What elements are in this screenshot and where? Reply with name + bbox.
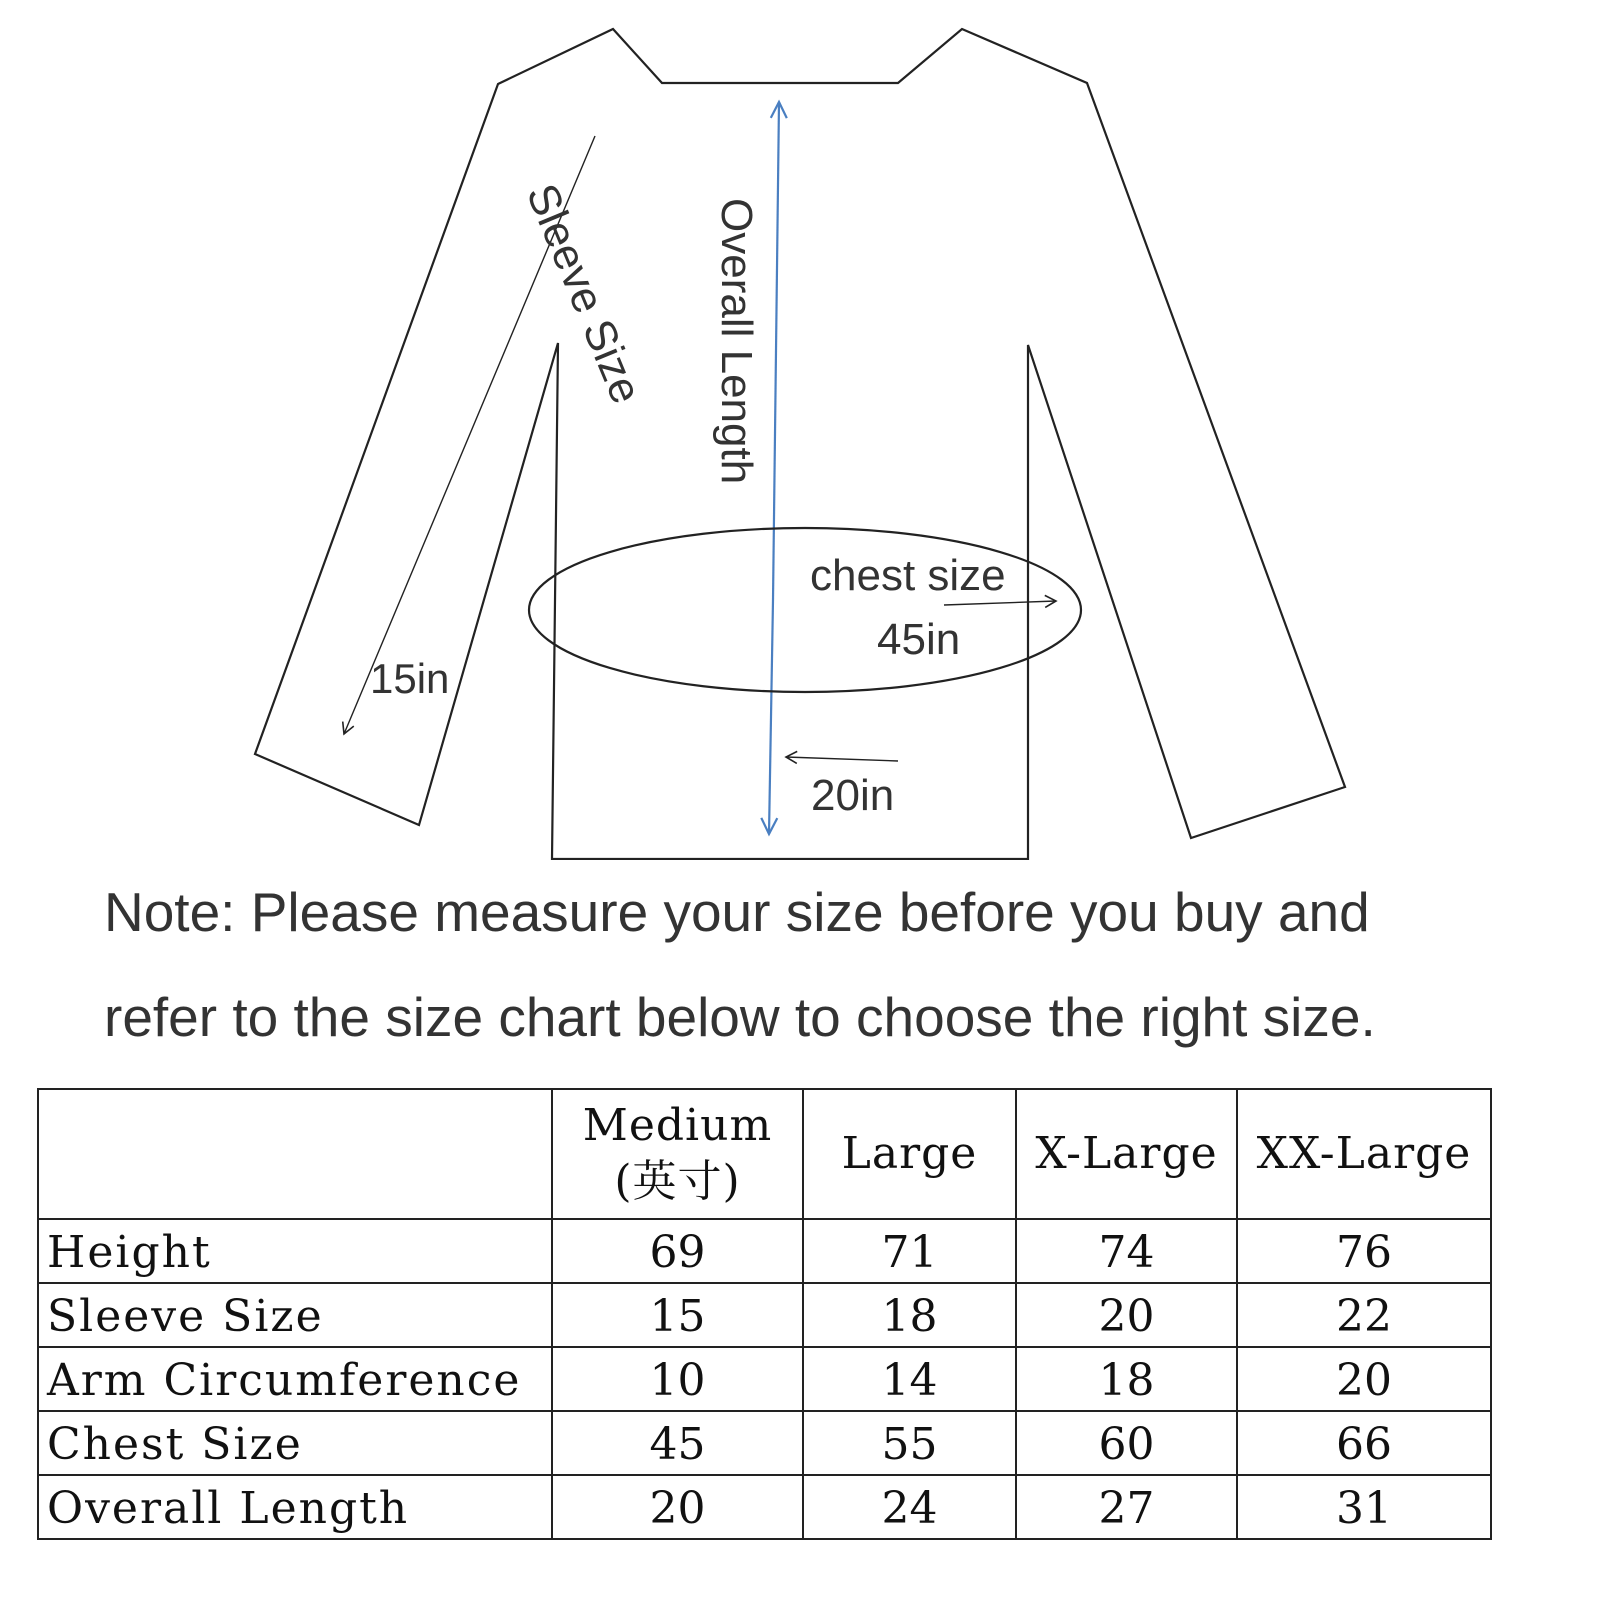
table-cell: 76 [1237,1219,1491,1283]
header-sub-medium: (英寸) [614,1156,741,1207]
table-cell: 15 [552,1283,803,1347]
jacket-outline [255,29,1345,859]
table-cell: 18 [803,1283,1016,1347]
table-cell: 71 [803,1219,1016,1283]
chest-size-arrow [944,601,1056,605]
table-cell: 14 [803,1347,1016,1411]
row-label-chest-size: Chest Size [38,1411,552,1475]
length-value-arrow [786,757,898,761]
table-row [38,1475,1491,1539]
sleeve-size-label: Sleeve Size [516,177,651,411]
table-cell: 20 [1016,1283,1237,1347]
header-cell-xx-large [1237,1089,1491,1219]
note-line-2: refer to the size chart below to choose the right size. [104,986,1376,1048]
chest-size-label: chest size [810,551,1006,600]
header-label-large: Large [841,1128,978,1179]
row-label-height: Height [38,1219,552,1283]
header-label-medium: Medium [582,1100,773,1151]
table-row [38,1347,1491,1411]
table-cell: 69 [552,1219,803,1283]
row-label-arm-circumference: Arm Circumference [38,1347,552,1411]
header-label-x-large: X-Large [1035,1128,1218,1179]
table-header-row [38,1089,1491,1219]
table-cell: 20 [552,1475,803,1539]
table-cell: 45 [552,1411,803,1475]
overall-length-arrow-up [773,102,779,600]
table-cell: 66 [1237,1411,1491,1475]
table-row [38,1283,1491,1347]
table-cell: 60 [1016,1411,1237,1475]
header-label-xx-large: XX-Large [1256,1128,1472,1179]
table-cell: 10 [552,1347,803,1411]
header-cell-large [803,1089,1016,1219]
table-cell: 55 [803,1411,1016,1475]
sleeve-size-value: 15in [370,655,450,702]
header-cell-x-large [1016,1089,1237,1219]
note-line-1: Note: Please measure your size before you buy and [104,881,1370,943]
table-cell: 74 [1016,1219,1237,1283]
length-value: 20in [811,771,895,820]
row-label-sleeve-size: Sleeve Size [38,1283,552,1347]
table-cell: 22 [1237,1283,1491,1347]
table-cell: 31 [1237,1475,1491,1539]
table-cell: 20 [1237,1347,1491,1411]
table-cell: 24 [803,1475,1016,1539]
table-cell: 18 [1016,1347,1237,1411]
header-cell-medium [552,1089,803,1219]
table-row [38,1411,1491,1475]
size-chart-table [37,1088,1492,1540]
row-label-overall-length: Overall Length [38,1475,552,1539]
overall-length-label: Overall Length [712,198,761,485]
table-row [38,1219,1491,1283]
chest-size-value: 45in [877,615,961,664]
table-cell: 27 [1016,1475,1237,1539]
overall-length-arrow-down [769,600,773,834]
header-cell-empty [38,1089,552,1219]
